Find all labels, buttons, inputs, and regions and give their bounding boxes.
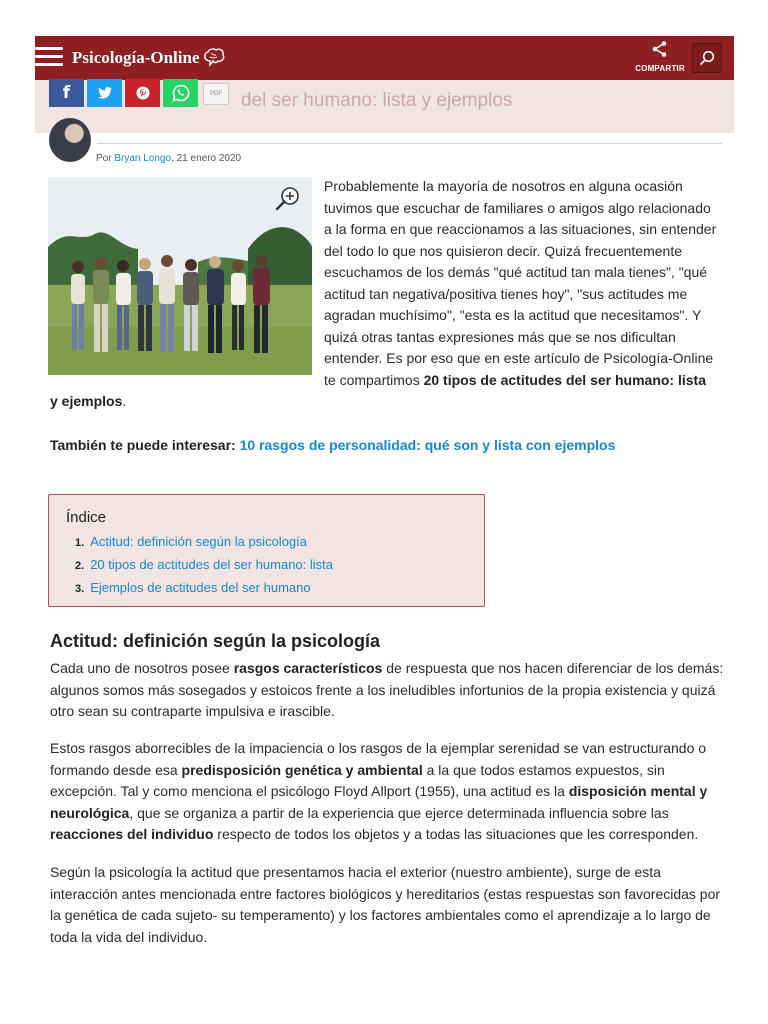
toc-number: 1.	[75, 537, 85, 549]
group-photo-illustration	[48, 177, 312, 375]
intro-bold-1: 20 tipos de actitudes del ser humano: lista	[423, 371, 706, 388]
toc-title: Índice	[66, 509, 107, 526]
twitter-share-button[interactable]	[87, 79, 122, 107]
brain-icon	[202, 47, 226, 69]
article-image[interactable]	[48, 177, 312, 375]
facebook-share-button[interactable]	[49, 79, 84, 107]
toc-link[interactable]: Ejemplos de actitudes del ser humano	[90, 580, 311, 595]
p1-text-a: Cada uno de nosotros posee	[50, 660, 234, 676]
whatsapp-icon	[172, 84, 190, 102]
intro-paragraph-end	[50, 391, 730, 413]
share-icon	[651, 40, 669, 58]
related-label: También te puede interesar:	[50, 437, 240, 453]
section-heading: Actitud: definición según la psicología	[50, 631, 381, 651]
search-button[interactable]	[692, 43, 722, 73]
related-article	[50, 437, 615, 453]
intro-bold-2: y ejemplos	[50, 393, 123, 409]
toc-item[interactable]	[75, 531, 333, 554]
social-share-bar	[49, 79, 229, 107]
pinterest-icon	[136, 86, 150, 100]
twitter-icon	[98, 87, 112, 99]
toc-list	[75, 531, 333, 600]
byline-prefix: Por	[96, 153, 112, 164]
related-link[interactable]: 10 rasgos de personalidad: qué son y lista con ejemplos	[239, 437, 616, 453]
author-link[interactable]: Bryan Longo	[114, 153, 172, 164]
site-header	[35, 36, 734, 80]
table-of-contents	[48, 494, 485, 607]
author-divider	[97, 143, 722, 144]
toc-number: 3.	[75, 583, 85, 595]
author-avatar[interactable]	[49, 118, 91, 162]
section-paragraph-1	[50, 658, 730, 723]
section-paragraph-3	[50, 862, 730, 948]
pinterest-share-button[interactable]	[125, 79, 160, 107]
p1-text-c: de respuesta que nos hacen diferenciar de los demás: algunos somos más sosegados y estoicos frente a los ineludibles infortunios de la propia existencia y quizá otro sean su contraparte impulsiva e irascible.	[50, 660, 724, 719]
zoom-icon[interactable]	[274, 185, 302, 213]
menu-icon[interactable]	[35, 47, 63, 67]
article-title: del ser humano: lista y ejemplos	[241, 90, 513, 111]
p2-bold-2: disposición mental y neurológica	[50, 783, 708, 821]
whatsapp-share-button[interactable]	[163, 79, 198, 107]
facebook-icon: f	[62, 83, 71, 103]
toc-number: 2.	[75, 560, 85, 572]
intro-period: .	[122, 393, 127, 409]
p2-text-g: respecto de todos los objetos y a todas las situaciones que les corresponden.	[213, 826, 699, 842]
section-paragraph-2	[50, 738, 730, 846]
p2-text-e: , que se organiza a partir de la experiencia que ejerce determinada influencia sobre las	[129, 804, 669, 821]
share-label: COMPARTIR	[635, 64, 685, 73]
intro-paragraph	[324, 176, 720, 391]
search-icon	[699, 50, 715, 66]
p3-text: Según la psicología la actitud que presentamos hacia el exterior (nuestro ambiente), surge de esta interacción antes mencionada entre factores biológicos y hereditarios (estas respuestas son favorecidas por la genética de cada sujeto- su temperamento) y los factores ambientales como el aprendizaje a lo largo de toda la vida del individuo.	[50, 864, 721, 945]
publish-date: . 21 enero 2020	[171, 153, 242, 164]
p2-text-c: a la que todos estamos expuestos, sin excepción. Tal y como menciona el psicólogo Floyd Allport (1955), una actitud es la	[50, 761, 665, 799]
p2-text-a: Estos rasgos aborrecibles de la impaciencia o los rasgos de la ejemplar serenidad se van estructurando o formando desde esa	[50, 740, 707, 778]
toc-item[interactable]	[75, 577, 333, 600]
p2-bold-1: predisposición genética y ambiental	[181, 761, 423, 778]
p2-bold-3: reacciones del individuo	[50, 826, 214, 842]
p1-bold: rasgos característicos	[233, 660, 383, 676]
site-logo[interactable]	[72, 47, 226, 69]
share-button[interactable]	[632, 40, 688, 73]
intro-text: Probablemente la mayoría de nosotros en alguna ocasión tuvimos que escuchar de familiares o amigos algo relacionado a la forma en que reaccionamos a las situaciones, sin entender del todo lo que nos quisieron decir. Quizá frecuentemente escuchamos de los demás "qué actitud tan mala tienes", "qué actitud tan negativa/positiva tienes hoy", "sus actitudes me agradan muchísimo", "esta es la actitud que necesitamos". Y quizá otras tantas expresiones más que se nos dificultan entender. Es por eso que en este artículo de Psicología-Online te compartimos	[324, 178, 717, 388]
toc-link[interactable]: Actitud: definición según la psicología	[90, 534, 307, 549]
toc-link[interactable]: 20 tipos de actitudes del ser humano: lista	[90, 557, 333, 572]
pdf-label: PDF	[210, 91, 222, 97]
byline	[96, 153, 241, 164]
logo-text: Psicología-Online	[72, 48, 200, 67]
pdf-download-button[interactable]	[203, 83, 229, 105]
toc-item[interactable]	[75, 554, 333, 577]
